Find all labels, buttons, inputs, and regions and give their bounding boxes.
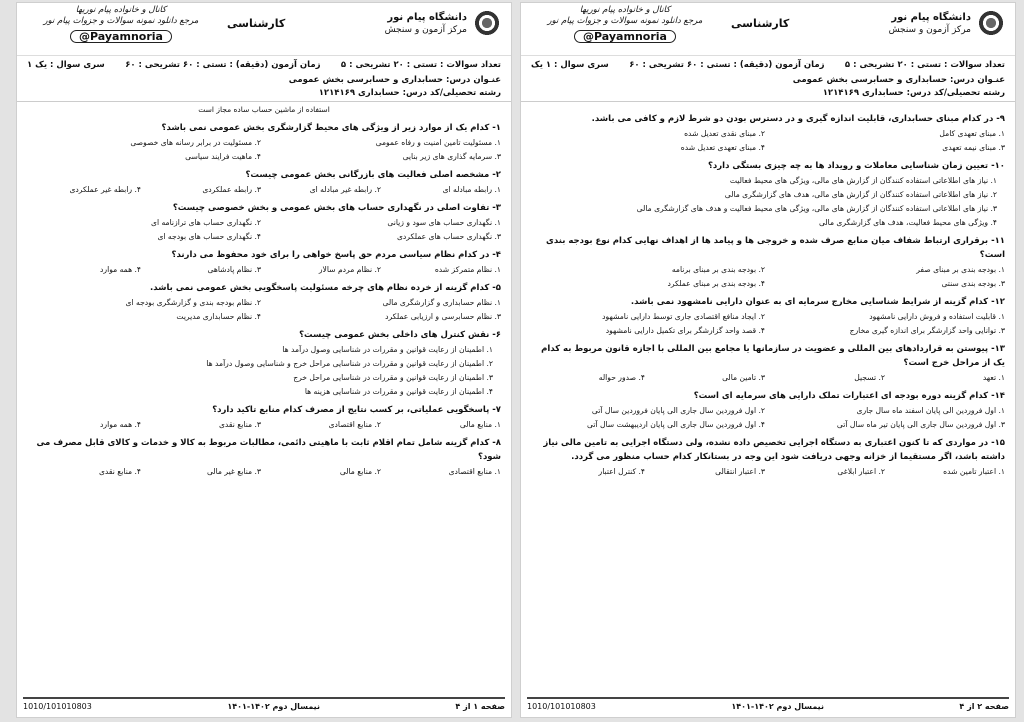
exam-code: 1010/101010803	[527, 701, 596, 711]
question-text: ۹- در کدام مبنای حسابداری، قابلیت اندازه گیری و در دسترس بودن دو شرط لازم و کافی می باشد.	[591, 114, 1005, 124]
university-name-block	[889, 11, 971, 37]
answer-option: ۴. قصد واحد گزارشگر برای تکمیل دارایی نامشهود	[605, 326, 765, 335]
watermark-line-2: مرجع دانلود نمونه سوالات و جزوات پیام نور	[547, 16, 703, 26]
exam-code: 1010/101010803	[23, 701, 92, 711]
answer-option: ۱. منابع اقتصادی	[448, 467, 501, 476]
answer-option: ۴. کنترل اعتبار	[598, 467, 645, 476]
answer-option: ۱. نگهداری حساب های سود و زیانی	[387, 218, 501, 227]
questions	[521, 112, 1015, 476]
page-footer	[527, 697, 1009, 713]
exam-info-row	[531, 60, 1005, 70]
channel-watermark	[31, 5, 211, 44]
question-text: ۱۱- برقراری ارتباط شفاف میان منابع صرف شده و خروجی ها و پیامد ها از اهداف نهایی کدام نوع بودجه بندی است؟	[546, 236, 1005, 260]
answer-option: ۴. منابع نقدی	[98, 467, 141, 476]
field-course-code: رشته تحصیلی/کد درس: حسابداری ۱۲۱۴۱۶۹	[822, 88, 1005, 98]
exam-time: زمان آزمون (دقیقه) : تستی : ۶۰ تشریحی : ۶۰	[629, 60, 825, 70]
question-series: سری سوال : یک ۱	[27, 60, 105, 70]
question-count: تعداد سوالات : تستی : ۲۰ تشریحی : ۵	[844, 60, 1005, 70]
answer-options	[531, 129, 1005, 152]
exam-info-row	[27, 60, 501, 70]
answer-option: ۲. اول فروردین سال جاری الی پایان فروردین سال آتی	[591, 406, 765, 415]
answer-option: ۲. مسئولیت در برابر رسانه های خصوصی	[130, 138, 261, 147]
answer-option: ۳. منابع نقدی	[218, 420, 261, 429]
watermark-line-1: کانال و خانواده پیام نوریها	[75, 5, 167, 15]
calculator-note: استفاده از ماشین حساب ساده مجاز است	[17, 101, 511, 114]
answer-option: ۳. تامین مالی	[722, 373, 765, 382]
answer-option: ۲. نظام مردم سالار	[318, 265, 381, 274]
answer-option: ۲. اعتبار ابلاغی	[837, 467, 885, 476]
question-count: تعداد سوالات : تستی : ۲۰ تشریحی : ۵	[340, 60, 501, 70]
answer-option: ۱. نظام حسابداری و گزارشگری مالی	[382, 298, 501, 307]
question-text: ۵- کدام گزینه از خرده نظام های چرخه مسئولیت پاسخگویی بخش عمومی نمی باشد.	[149, 283, 501, 293]
exam-info	[521, 56, 1015, 98]
answer-option: ۴. بودجه بندی بر مبنای عملکرد	[667, 279, 765, 288]
answer-option: ۱. اطمینان از رعایت قوانین و مقررات در شناسایی وصول درآمد ها	[282, 345, 493, 354]
answer-option: ۱. رابطه مبادله ای	[442, 185, 501, 194]
answer-options	[27, 467, 501, 476]
university-logo-icon	[473, 9, 501, 37]
course-title: عنـوان درس: حسابداری و حسابرسی بخش عمومی	[288, 75, 501, 85]
exam-center-name: مرکز آزمون و سنجش	[384, 25, 467, 35]
answer-option: ۳. اعتبار انتقالی	[715, 467, 765, 476]
semester: نیمسال دوم ۱۴۰۲-۱۴۰۱	[227, 701, 320, 711]
answer-option: ۴. اطمینان از رعایت قوانین و مقررات در شناسایی هزینه ها	[304, 387, 493, 396]
question-text: ۴- در کدام نظام سیاسی مردم حق پاسخ خواهی را برای خود محفوظ می دارند؟	[171, 250, 501, 260]
answer-option: ۱. اعتبار تامین شده	[943, 467, 1005, 476]
answer-option: ۳. اول فروردین سال جاری الی پایان تیر ماه سال آتی	[836, 420, 1005, 429]
answer-option: ۲. مبنای نقدی تعدیل شده	[684, 129, 765, 138]
answer-option: ۳. نگهداری حساب های عملکردی	[396, 232, 501, 241]
answer-options	[27, 298, 501, 321]
exam-info	[17, 56, 511, 98]
page-header	[17, 3, 511, 56]
answer-option: ۲. منابع اقتصادی	[328, 420, 381, 429]
question-text: ۶- نقش کنترل های داخلی بخش عمومی چیست؟	[299, 330, 501, 340]
answer-option: ۴. ویژگی های محیط فعالیت، هدف های گزارشگری مالی	[818, 218, 997, 227]
answer-option: ۴. نظام حسابداری مدیریت	[176, 312, 261, 321]
semester: نیمسال دوم ۱۴۰۲-۱۴۰۱	[731, 701, 824, 711]
answer-option: ۱. مسئولیت تامین امنیت و رفاه عمومی	[375, 138, 501, 147]
answer-options	[531, 467, 1005, 476]
answer-options	[531, 373, 1005, 382]
question-text: ۲- مشخصه اصلی فعالیت های بازرگانی بخش عمومی چیست؟	[245, 170, 501, 180]
question-text: ۱۰- تعیین زمان شناسایی معاملات و رویداد ها به چه چیزی بستگی دارد؟	[707, 161, 1005, 171]
answer-option: ۲. تسجیل	[854, 373, 885, 382]
question-text: ۱۲- کدام گزینه از شرایط شناسایی مخارج سرمایه ای به عنوان دارایی نامشهود نمی باشد.	[630, 297, 1005, 307]
answer-option: ۲. رابطه غیر مبادله ای	[309, 185, 381, 194]
course-title: عنـوان درس: حسابداری و حسابرسی بخش عمومی	[792, 75, 1005, 85]
answer-option: ۲. بودجه بندی بر مبنای برنامه	[671, 265, 765, 274]
answer-option: ۴. صدور حواله	[598, 373, 645, 382]
answer-option: ۴. اول فروردین سال جاری الی پایان اردیبهشت سال آتی	[587, 420, 765, 429]
university-name: دانشگاه پیام نور	[891, 12, 971, 23]
answer-option: ۲. اطمینان از رعایت قوانین و مقررات در شناسایی مراحل خرج و شناسایی وصول درآمد ها	[206, 359, 493, 368]
question-series: سری سوال : ۱ یک	[531, 60, 609, 70]
page-footer	[23, 697, 505, 713]
answer-option: ۱. نیاز های اطلاعاتی استفاده کنندگان از گزارش های مالی، ویژگی های محیط فعالیت	[729, 176, 997, 185]
answer-option: ۱. بودجه بندی بر مبنای صفر	[916, 265, 1005, 274]
answer-options	[531, 265, 1005, 288]
answer-options	[27, 420, 501, 429]
answer-option: ۳. مبنای نیمه تعهدی	[942, 143, 1005, 152]
answer-option: ۳. سرمایه گذاری های زیر بنایی	[402, 152, 501, 161]
answer-option: ۱. اول فروردین الی پایان اسفند ماه سال جاری	[856, 406, 1005, 415]
answer-option: ۲. ایجاد منافع اقتصادی جاری توسط دارایی نامشهود	[602, 312, 765, 321]
page-header	[521, 3, 1015, 56]
answer-option: ۳. نیاز های اطلاعاتی استفاده کنندگان از گزارش های مالی، ویژگی های محیط فعالیت و هدف های گزارشگری مالی	[636, 204, 997, 213]
university-logo-icon	[977, 9, 1005, 37]
question-text: ۱۳- پیوستن به قراردادهای بین المللی و عضویت در سازمانها یا مجامع بین المللی با اجازه قانون مربوط به کدام یک از مراحل خرج است؟	[541, 344, 1005, 368]
answer-options	[531, 312, 1005, 335]
answer-option: ۲. نظام بودجه بندی و گزارشگری بودجه ای	[125, 298, 261, 307]
answer-option: ۳. رابطه عملکردی	[202, 185, 261, 194]
answer-option: ۳. نظام حسابرسی و ارزیابی عملکرد	[385, 312, 501, 321]
question-text: ۸- کدام گزینه شامل تمام اقلام ثابت با ماهیتی دائمی، مطالبات مربوط به کالا و خدمات و کالای قابل مصرف می شود؟	[36, 438, 501, 462]
exam-time: زمان آزمون (دقیقه) : تستی : ۶۰ تشریحی : ۶۰	[125, 60, 321, 70]
answer-option: ۱. تعهد	[982, 373, 1005, 382]
answer-option: ۳. اطمینان از رعایت قوانین و مقررات در شناسایی مراحل خرج	[293, 373, 493, 382]
answer-option: ۳. نظام پادشاهی	[207, 265, 261, 274]
watermark-line-2: مرجع دانلود نمونه سوالات و جزوات پیام نور	[43, 16, 199, 26]
answer-option: ۱. قابلیت استفاده و فروش دارایی نامشهود	[869, 312, 1005, 321]
channel-handle: @Payamnoria	[70, 30, 172, 43]
degree-level: کارشناسی	[227, 17, 286, 30]
exam-center-name: مرکز آزمون و سنجش	[888, 25, 971, 35]
answer-option: ۳. منابع غیر مالی	[206, 467, 261, 476]
question-text: ۱- کدام یک از موارد زیر از ویژگی های محیط گزارشگری بخش عمومی نمی باشد؟	[161, 123, 501, 133]
degree-level: کارشناسی	[731, 17, 790, 30]
field-course-code: رشته تحصیلی/کد درس: حسابداری ۱۲۱۴۱۶۹	[318, 88, 501, 98]
answer-options	[27, 138, 501, 161]
answer-option: ۱. منابع مالی	[459, 420, 501, 429]
watermark-line-1: کانال و خانواده پیام نوریها	[579, 5, 671, 15]
page-number: صفحه ۲ از ۴	[959, 701, 1009, 711]
channel-handle: @Payamnoria	[574, 30, 676, 43]
exam-page-2	[520, 2, 1016, 718]
answer-option: ۲. نگهداری حساب های ترازنامه ای	[151, 218, 261, 227]
answer-option: ۴. نگهداری حساب های بودجه ای	[157, 232, 261, 241]
answer-options	[27, 265, 501, 274]
answer-option: ۴. همه موارد	[100, 265, 141, 274]
university-name-block	[385, 11, 467, 37]
exam-page-1	[16, 2, 512, 718]
answer-option: ۱. مبنای تعهدی کامل	[939, 129, 1005, 138]
question-text: ۷- پاسخگویی عملیاتی، بر کسب نتایج از مصرف کدام منابع تاکید دارد؟	[212, 405, 501, 415]
answer-option: ۴. همه موارد	[100, 420, 141, 429]
answer-option: ۲. نیاز های اطلاعاتی استفاده کنندگان از گزارش های مالی، هدف های گزارشگری مالی	[724, 190, 997, 199]
channel-watermark	[535, 5, 715, 44]
answer-options	[531, 176, 1005, 227]
answer-options	[27, 345, 501, 396]
question-text: ۱۴- کدام گزینه دوره بودجه ای اعتبارات تملک دارایی های سرمایه ای است؟	[693, 391, 1005, 401]
answer-option: ۱. نظام متمرکز شده	[434, 265, 501, 274]
answer-options	[27, 185, 501, 194]
question-text: ۱۵- در مواردی که تا کنون اعتباری به دستگاه اجرایی تخصیص داده نشده، ولی دستگاه اجرایی به تامین مالی نیاز داشته باشد، اگر مستقیما از خزانه وجهی دریافت شود این وجه در بستانکار کدام حساب منظور می گردد.	[543, 438, 1005, 462]
answer-options	[27, 218, 501, 241]
answer-option: ۳. بودجه بندی سنتی	[941, 279, 1005, 288]
page-number: صفحه ۱ از ۴	[455, 701, 505, 711]
question-text: ۳- تفاوت اصلی در نگهداری حساب های بخش عمومی و بخش خصوصی چیست؟	[172, 203, 501, 213]
university-name: دانشگاه پیام نور	[387, 12, 467, 23]
answer-option: ۴. ماهیت فرایند سیاسی	[185, 152, 261, 161]
answer-option: ۴. مبنای تعهدی تعدیل شده	[680, 143, 765, 152]
answer-option: ۲. منابع مالی	[339, 467, 381, 476]
answer-option: ۳. توانایی واحد گزارشگر برای اندازه گیری مخارج	[849, 326, 1005, 335]
answer-options	[531, 406, 1005, 429]
calculator-note	[521, 101, 1015, 105]
questions	[17, 121, 511, 476]
answer-option: ۴. رابطه غیر عملکردی	[69, 185, 141, 194]
